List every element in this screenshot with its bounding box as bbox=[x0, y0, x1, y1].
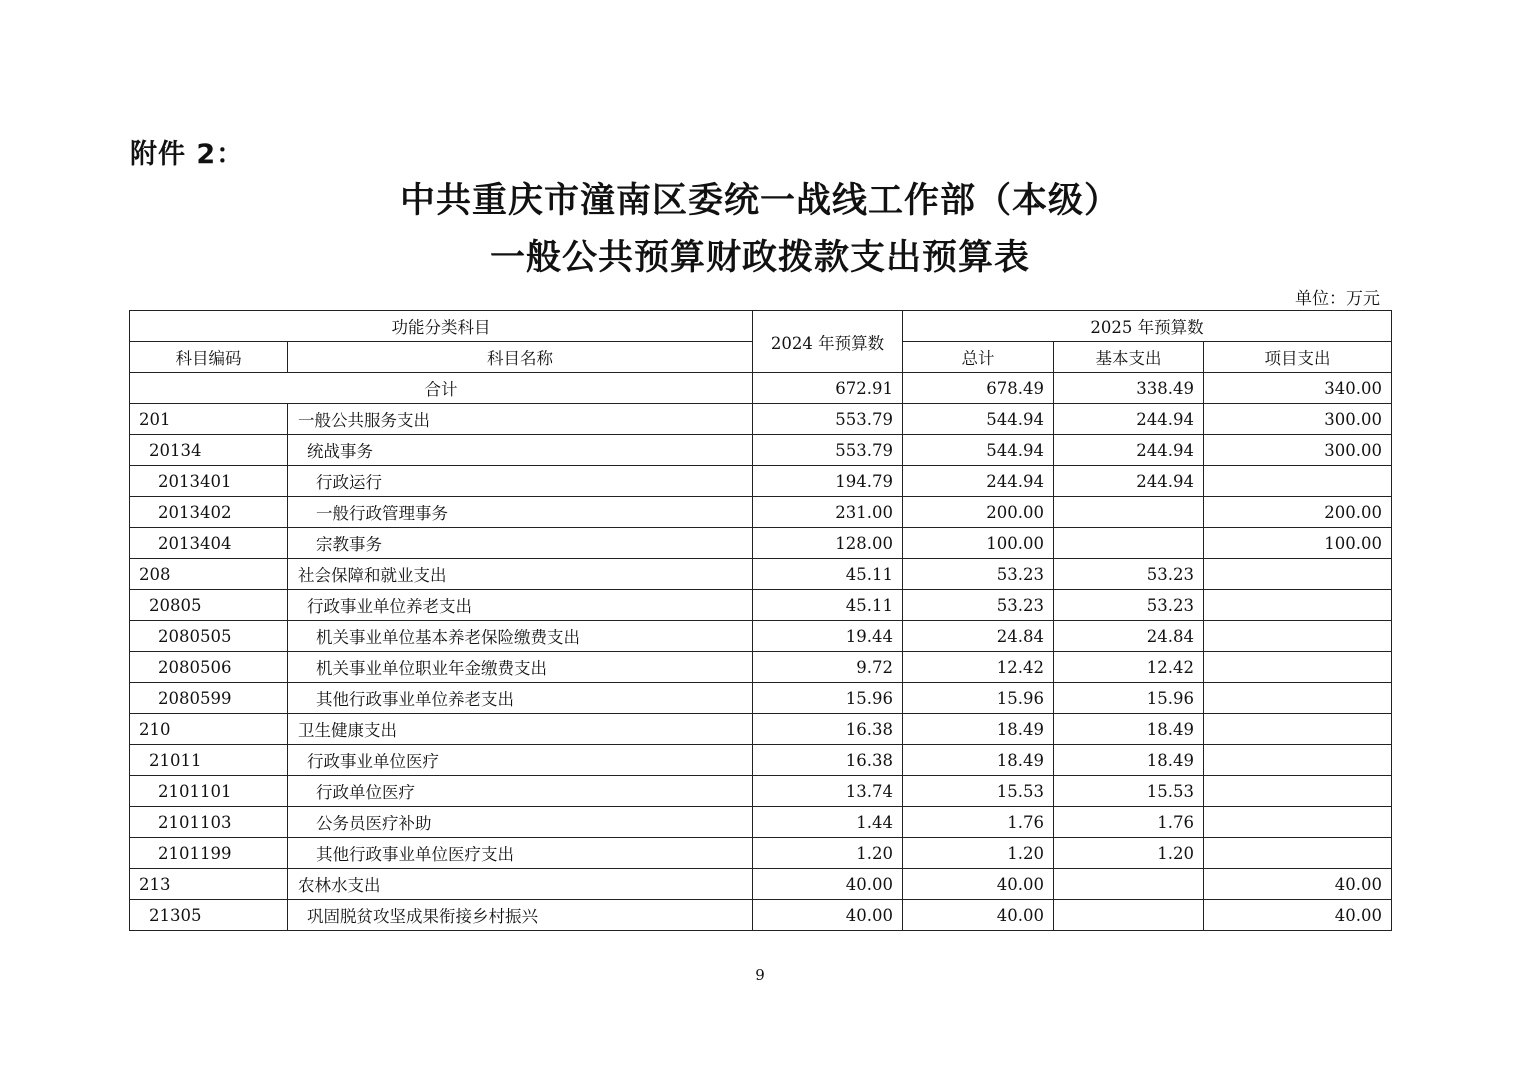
project-cell: 40.00 bbox=[1204, 900, 1392, 931]
total-cell: 18.49 bbox=[903, 714, 1054, 745]
header-project: 项目支出 bbox=[1204, 342, 1392, 373]
table-row bbox=[130, 466, 1392, 497]
project-cell bbox=[1204, 714, 1392, 745]
table-row bbox=[130, 900, 1392, 931]
basic-cell: 53.23 bbox=[1054, 590, 1204, 621]
table-row bbox=[130, 435, 1392, 466]
project-cell bbox=[1204, 652, 1392, 683]
code-cell: 2101101 bbox=[130, 776, 288, 807]
total-row bbox=[130, 373, 1392, 404]
budget-2024-cell: 13.74 bbox=[753, 776, 903, 807]
total-cell: 1.20 bbox=[903, 838, 1054, 869]
basic-cell: 15.53 bbox=[1054, 776, 1204, 807]
page-number: 9 bbox=[755, 966, 765, 984]
project-cell bbox=[1204, 776, 1392, 807]
unit-label: 单位：万元 bbox=[1295, 289, 1380, 309]
project-cell: 40.00 bbox=[1204, 869, 1392, 900]
basic-cell: 244.94 bbox=[1054, 466, 1204, 497]
name-cell: 机关事业单位职业年金缴费支出 bbox=[288, 652, 753, 683]
code-cell: 2013402 bbox=[130, 497, 288, 528]
budget-2024-cell: 40.00 bbox=[753, 869, 903, 900]
code-cell: 2080599 bbox=[130, 683, 288, 714]
name-cell: 其他行政事业单位医疗支出 bbox=[288, 838, 753, 869]
budget-2024-cell: 553.79 bbox=[753, 404, 903, 435]
page-title-line2: 一般公共预算财政拨款支出预算表 bbox=[489, 238, 1030, 278]
name-cell: 机关事业单位基本养老保险缴费支出 bbox=[288, 621, 753, 652]
budget-2024-cell: 231.00 bbox=[753, 497, 903, 528]
code-cell: 213 bbox=[130, 869, 288, 900]
budget-2024-cell: 15.96 bbox=[753, 683, 903, 714]
total-cell: 12.42 bbox=[903, 652, 1054, 683]
name-cell: 行政事业单位医疗 bbox=[288, 745, 753, 776]
code-cell: 21305 bbox=[130, 900, 288, 931]
project-cell bbox=[1204, 807, 1392, 838]
name-cell: 农林水支出 bbox=[288, 869, 753, 900]
total-cell: 244.94 bbox=[903, 466, 1054, 497]
code-cell: 208 bbox=[130, 559, 288, 590]
header-basic: 基本支出 bbox=[1054, 342, 1204, 373]
project-cell bbox=[1204, 621, 1392, 652]
name-cell: 一般公共服务支出 bbox=[288, 404, 753, 435]
name-cell: 一般行政管理事务 bbox=[288, 497, 753, 528]
name-cell: 行政运行 bbox=[288, 466, 753, 497]
header-budget-2024: 2024 年预算数 bbox=[753, 311, 903, 373]
basic-cell: 24.84 bbox=[1054, 621, 1204, 652]
total-cell: 15.96 bbox=[903, 683, 1054, 714]
table-row bbox=[130, 652, 1392, 683]
basic-cell bbox=[1054, 497, 1204, 528]
project-cell bbox=[1204, 745, 1392, 776]
basic-cell: 12.42 bbox=[1054, 652, 1204, 683]
header-budget-2025: 2025 年预算数 bbox=[903, 311, 1392, 342]
budget-2024-cell: 194.79 bbox=[753, 466, 903, 497]
code-cell: 2101103 bbox=[130, 807, 288, 838]
code-cell: 2013404 bbox=[130, 528, 288, 559]
basic-cell: 18.49 bbox=[1054, 714, 1204, 745]
code-cell: 20134 bbox=[130, 435, 288, 466]
basic-cell: 1.76 bbox=[1054, 807, 1204, 838]
budget-2024-cell: 128.00 bbox=[753, 528, 903, 559]
total-cell: 100.00 bbox=[903, 528, 1054, 559]
total-basic: 338.49 bbox=[1054, 373, 1204, 404]
table-row bbox=[130, 745, 1392, 776]
basic-cell: 53.23 bbox=[1054, 559, 1204, 590]
code-cell: 201 bbox=[130, 404, 288, 435]
attachment-label: 附件 2： bbox=[130, 139, 245, 170]
table-row bbox=[130, 838, 1392, 869]
table-row bbox=[130, 776, 1392, 807]
total-cell: 18.49 bbox=[903, 745, 1054, 776]
project-cell bbox=[1204, 590, 1392, 621]
table-row bbox=[130, 714, 1392, 745]
code-cell: 2101199 bbox=[130, 838, 288, 869]
table-row bbox=[130, 528, 1392, 559]
table-row bbox=[130, 497, 1392, 528]
budget-2024-cell: 553.79 bbox=[753, 435, 903, 466]
budget-2024-cell: 1.44 bbox=[753, 807, 903, 838]
project-cell bbox=[1204, 466, 1392, 497]
code-cell: 2080505 bbox=[130, 621, 288, 652]
name-cell: 宗教事务 bbox=[288, 528, 753, 559]
total-project: 340.00 bbox=[1204, 373, 1392, 404]
budget-2024-cell: 19.44 bbox=[753, 621, 903, 652]
header-row-1 bbox=[130, 311, 1392, 342]
budget-2024-cell: 1.20 bbox=[753, 838, 903, 869]
total-cell: 53.23 bbox=[903, 590, 1054, 621]
name-cell: 公务员医疗补助 bbox=[288, 807, 753, 838]
total-cell: 544.94 bbox=[903, 435, 1054, 466]
project-cell: 300.00 bbox=[1204, 404, 1392, 435]
table-row bbox=[130, 869, 1392, 900]
budget-2024-cell: 45.11 bbox=[753, 590, 903, 621]
project-cell bbox=[1204, 559, 1392, 590]
table-row bbox=[130, 683, 1392, 714]
budget-2024-cell: 40.00 bbox=[753, 900, 903, 931]
budget-table bbox=[129, 310, 1392, 931]
name-cell: 社会保障和就业支出 bbox=[288, 559, 753, 590]
code-cell: 2013401 bbox=[130, 466, 288, 497]
budget-2024-cell: 9.72 bbox=[753, 652, 903, 683]
basic-cell: 244.94 bbox=[1054, 435, 1204, 466]
total-total: 678.49 bbox=[903, 373, 1054, 404]
budget-2024-cell: 16.38 bbox=[753, 745, 903, 776]
code-cell: 20805 bbox=[130, 590, 288, 621]
basic-cell bbox=[1054, 869, 1204, 900]
header-functional-category: 功能分类科目 bbox=[130, 311, 753, 342]
header-code: 科目编码 bbox=[130, 342, 288, 373]
project-cell: 300.00 bbox=[1204, 435, 1392, 466]
table-row bbox=[130, 807, 1392, 838]
budget-2024-cell: 45.11 bbox=[753, 559, 903, 590]
total-cell: 200.00 bbox=[903, 497, 1054, 528]
total-cell: 1.76 bbox=[903, 807, 1054, 838]
project-cell: 200.00 bbox=[1204, 497, 1392, 528]
table-row bbox=[130, 621, 1392, 652]
total-cell: 53.23 bbox=[903, 559, 1054, 590]
basic-cell bbox=[1054, 900, 1204, 931]
basic-cell: 15.96 bbox=[1054, 683, 1204, 714]
name-cell: 卫生健康支出 bbox=[288, 714, 753, 745]
total-cell: 40.00 bbox=[903, 900, 1054, 931]
project-cell bbox=[1204, 683, 1392, 714]
code-cell: 2080506 bbox=[130, 652, 288, 683]
budget-2024-cell: 16.38 bbox=[753, 714, 903, 745]
total-label: 合计 bbox=[130, 373, 753, 404]
total-cell: 544.94 bbox=[903, 404, 1054, 435]
table-row bbox=[130, 404, 1392, 435]
project-cell bbox=[1204, 838, 1392, 869]
code-cell: 210 bbox=[130, 714, 288, 745]
name-cell: 行政事业单位养老支出 bbox=[288, 590, 753, 621]
header-name: 科目名称 bbox=[288, 342, 753, 373]
name-cell: 行政单位医疗 bbox=[288, 776, 753, 807]
project-cell: 100.00 bbox=[1204, 528, 1392, 559]
basic-cell: 244.94 bbox=[1054, 404, 1204, 435]
name-cell: 其他行政事业单位养老支出 bbox=[288, 683, 753, 714]
total-cell: 24.84 bbox=[903, 621, 1054, 652]
total-cell: 15.53 bbox=[903, 776, 1054, 807]
basic-cell: 18.49 bbox=[1054, 745, 1204, 776]
basic-cell: 1.20 bbox=[1054, 838, 1204, 869]
code-cell: 21011 bbox=[130, 745, 288, 776]
page-title-line1: 中共重庆市潼南区委统一战线工作部（本级） bbox=[399, 181, 1120, 221]
table-row bbox=[130, 559, 1392, 590]
name-cell: 巩固脱贫攻坚成果衔接乡村振兴 bbox=[288, 900, 753, 931]
header-total: 总计 bbox=[903, 342, 1054, 373]
name-cell: 统战事务 bbox=[288, 435, 753, 466]
basic-cell bbox=[1054, 528, 1204, 559]
total-cell: 40.00 bbox=[903, 869, 1054, 900]
total-b2024: 672.91 bbox=[753, 373, 903, 404]
table-row bbox=[130, 590, 1392, 621]
